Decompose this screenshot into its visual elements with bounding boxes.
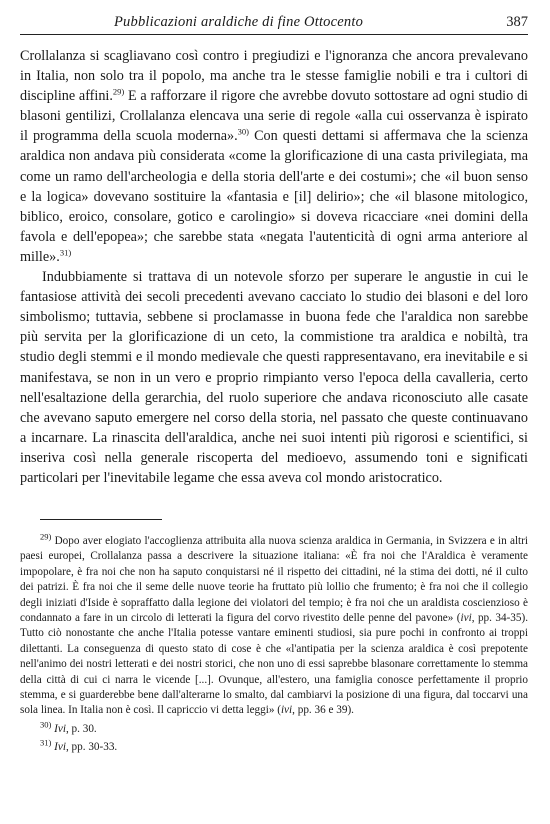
footnote-29-mark: 29): [40, 531, 52, 542]
page-number: 387: [506, 14, 528, 30]
paragraph-1-part-c: Con questi dettami si affermava che la scienza araldica non andava più considerata «come la glorificazione di una casta privilegiata, ma come un ramo dell'archeologia e della storia dell'arte e dei costumi»; che «il buon senso e la logica» dovevano sostituire la «fantasia e [il] delirio»; che «il blasone mitologico, biblico, eroico, consolare, gotico e carolingio» si doveva ricacciare «nei domini della favola e dell'epopea»; che sarebbe stata «negata l'autenticità di ogni arma anteriore al mille».: [20, 128, 528, 265]
footnote-30-ivi: Ivi: [54, 722, 66, 735]
footnote-29-ivi-1: ivi: [460, 612, 472, 625]
footnotes: [20, 531, 528, 756]
footnote-29: [20, 531, 528, 719]
footnote-30-mark: 30): [40, 719, 52, 730]
footnote-29-part-a: Dopo aver elogiato l'accoglienza attribuita alla nuova scienza araldica in Germania, in Svizzera e in altri paesi europei, Crollalanza passa a descrivere la situazione italiana: «È fra noi che l'Araldica è veramente impopolare, è fra noi che non ha saputo conquistarsi né il rispetto dei cittadini, né la stima dei dotti, né il culto dei patrizi. È fra noi che il seme delle nuove teorie ha fruttato più lollio che frumento; è fra noi che il collegio degli iniziati d'Iside è sopraffatto dalla legione dei violatori del tempio; è fra noi che un araldista coscienzioso è condannato a fare in un circolo di letterati la figura del corvo rivestito delle penne del pavone» (: [20, 535, 528, 625]
footnote-29-part-b: , pp. 34-35). Tutto ciò nonostante che anche l'Italia potesse vantare eminenti studiosi, sia pure pochi in confronto ai troppi dilettanti. La conseguenza di questo stato di cose è che «l'antipatia per la scienza araldica è così prepotente nell'animo dei nostri letterati e dei nostri storici, che non uno di essi saprebbe blasonare correttamente lo stemma della città di cui ci narra le vicende [...]. Ovunque, all'estero, una famiglia conosce perfettamente il proprio stemma, e si guarderebbe bene dall'alterarne lo smalto, dal cambiarvi la posizione di una figura, dal toccarvi una sola linea. In Italia non è così. Il capriccio vi detta leggi» (: [20, 612, 528, 717]
footnote-ref-31: 31): [59, 247, 72, 258]
paragraph-1-part-b: E a rafforzare il rigore che avrebbe dovuto sottostare ad ogni studio di blasoni gentilizi, Crollalanza elencava una serie di regole «alla cui osservanza è ispirato il programma della scuola moderna».: [20, 88, 528, 145]
footnote-29-ivi-2: ivi: [280, 704, 293, 717]
footnote-31-mark: 31): [40, 737, 52, 748]
running-head-title: Pubblicazioni araldiche di fine Ottocento: [114, 14, 364, 30]
footnote-31-text: , pp. 30-33.: [65, 741, 118, 754]
footnote-separator: [40, 519, 162, 520]
main-text: [20, 46, 528, 488]
footnote-ref-30: 30): [237, 126, 249, 137]
running-header: [20, 12, 528, 35]
footnote-ref-29: 29): [112, 86, 125, 97]
footnote-31-ivi: Ivi: [54, 741, 66, 754]
paragraph-2: Indubbiamente si trattava di un notevole sforzo per superare le angustie in cui le fantasiose attività dei secoli precedenti avevano cacciato lo studio dei blasoni e del loro simbolismo; tuttavia, sebbene si proclamasse in buona fede che l'araldica non sarebbe più servita per la glorificazione di un ceto, la commistione tra araldica e nobiltà, tra studio degli stemmi e il mondo medievale che questi rappresentavano, era inevitabile e si manifestava, se non in un vero e proprio rimpianto verso l'epoca della cavalleria, certo nell'esaltazione della gerarchia, del ruolo superiore che andava riconosciuto alle casate che avevano saputo emergere nel corso della storia, nel passato che queste continuavano a incarnare. La rinascita dell'araldica, anche nei suoi intenti più rigorosi e scientifici, si inseriva così nella generale riscoperta del medioevo, assumendo toni e significati particolari per l'inevitabile legame che essa aveva col mondo aristocratico.: [20, 269, 528, 486]
footnote-30: [20, 719, 528, 737]
footnote-31: [20, 737, 528, 755]
footnote-30-text: , p. 30.: [65, 722, 97, 735]
paragraph-1-part-a: Crollalanza si scagliavano così contro i pregiudizi e l'ignoranza che ancora prevalevano in Italia, non solo tra il popolo, ma anche tra le stesse famiglie nobili e tra i cultori di discipline affini.: [20, 48, 528, 105]
paragraph-1: [20, 46, 528, 267]
footnote-29-part-c: , pp. 36 e 39).: [292, 704, 354, 717]
